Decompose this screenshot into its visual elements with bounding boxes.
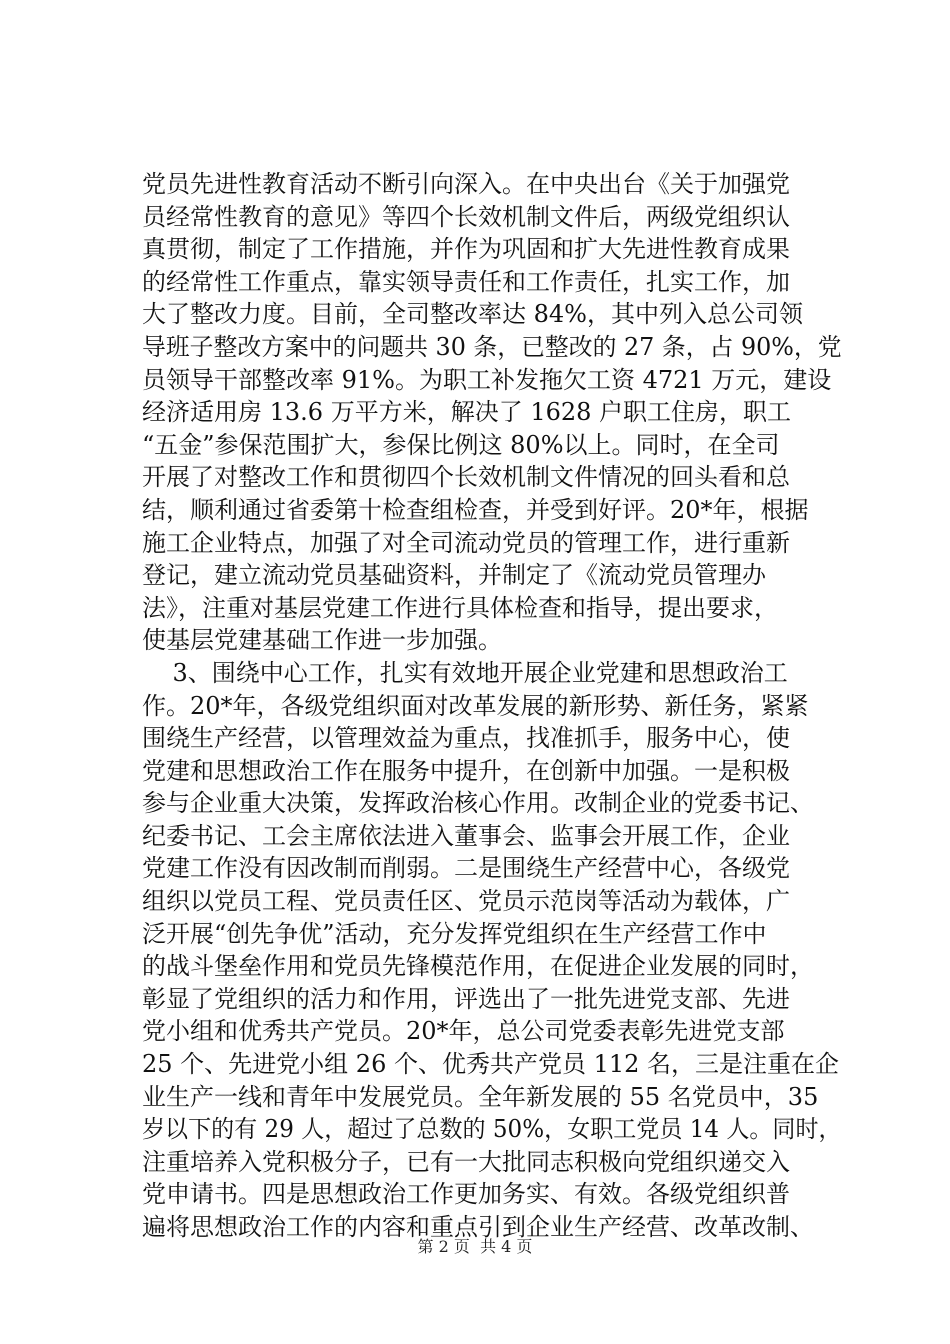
text-line: 的战斗堡垒作用和党员先锋模范作用，在促进企业发展的同时， (142, 952, 814, 981)
text-line: 纪委书记、工会主席依法进入董事会、监事会开展工作，企业 (142, 821, 790, 850)
text-line: 结，顺利通过省委第十检查组检查，并受到好评。20*年，根据 (142, 495, 809, 524)
text-line: 真贯彻，制定了工作措施，并作为巩固和扩大先进性教育成果 (142, 235, 790, 264)
text-line: 业生产一线和青年中发展党员。全年新发展的 55 名党员中，35 (142, 1082, 819, 1111)
body-text (142, 168, 842, 1244)
text-line: 员领导干部整改率 91%。为职工补发拖欠工资 4721 万元，建设 (142, 365, 832, 394)
text-line: 组织以党员工程、党员责任区、党员示范岗等活动为载体，广 (142, 887, 790, 916)
text-line: 岁以下的有 29 人，超过了总数的 50%，女职工党员 14 人。同时， (142, 1115, 842, 1144)
text-line: 围绕生产经营，以管理效益为重点，找准抓手，服务中心，使 (142, 724, 790, 753)
text-line: 党建和思想政治工作在服务中提升，在创新中加强。一是积极 (142, 756, 790, 785)
text-line: 经济适用房 13.6 万平方米，解决了 1628 户职工住房，职工 (142, 398, 792, 427)
text-line: 法》，注重对基层党建工作进行具体检查和指导，提出要求， (142, 593, 778, 622)
text-line: 施工企业特点，加强了对全司流动党员的管理工作，进行重新 (142, 528, 790, 557)
text-line: 党申请书。四是思想政治工作更加务实、有效。各级党组织普 (142, 1180, 790, 1209)
text-line: 3、围绕中心工作，扎实有效地开展企业党建和思想政治工 (142, 658, 788, 687)
text-line: 员经常性教育的意见》等四个长效机制文件后，两级党组织认 (142, 202, 790, 231)
text-line: 注重培养入党积极分子，已有一大批同志积极向党组织递交入 (142, 1147, 790, 1176)
text-line: 彰显了党组织的活力和作用，评选出了一批先进党支部、先进 (142, 984, 790, 1013)
text-line: 遍将思想政治工作的内容和重点引到企业生产经营、改革改制、 (142, 1213, 814, 1241)
text-line: 党小组和优秀共产党员。20*年，总公司党委表彰先进党支部 (142, 1017, 785, 1046)
text-line: 登记，建立流动党员基础资料，并制定了《流动党员管理办 (142, 561, 766, 590)
text-line: 大了整改力度。目前，全司整改率达 84%，其中列入总公司领 (142, 300, 803, 329)
text-line: 导班子整改方案中的问题共 30 条，已整改的 27 条，占 90%，党 (142, 332, 842, 361)
text-line: 开展了对整改工作和贯彻四个长效机制文件情况的回头看和总 (142, 463, 790, 492)
text-line: 参与企业重大决策，发挥政治核心作用。改制企业的党委书记、 (142, 789, 814, 818)
text-line: 使基层党建基础工作进一步加强。 (142, 626, 502, 655)
text-line: “五金”参保范围扩大，参保比例这 80%以上。同时，在全司 (142, 430, 780, 459)
page-footer: 第 2 页 共 4 页 (417, 1237, 533, 1256)
text-line: 党建工作没有因改制而削弱。二是围绕生产经营中心，各级党 (142, 854, 790, 883)
text-line: 的经常性工作重点，靠实领导责任和工作责任，扎实工作，加 (142, 267, 790, 296)
text-line: 泛开展“创先争优”活动，充分发挥党组织在生产经营工作中 (142, 919, 767, 948)
text-line: 25 个、先进党小组 26 个、优秀共产党员 112 名，三是注重在企 (142, 1050, 840, 1079)
text-line: 作。20*年，各级党组织面对改革发展的新形势、新任务，紧紧 (142, 691, 809, 720)
text-line: 党员先进性教育活动不断引向深入。在中央出台《关于加强党 (142, 170, 790, 198)
